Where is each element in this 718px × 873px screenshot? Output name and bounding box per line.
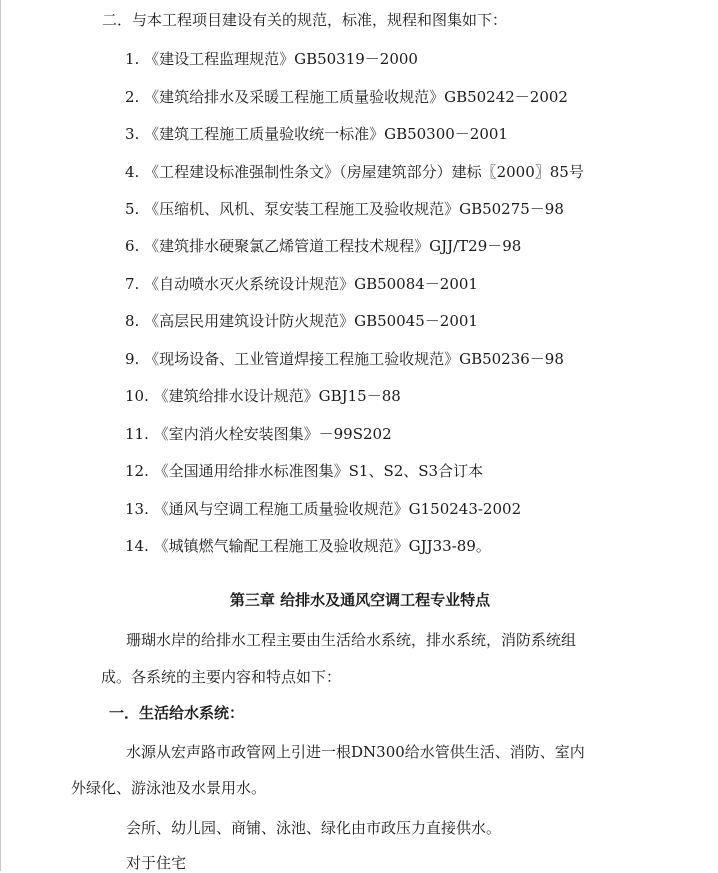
paragraph-line: 外绿化、游泳池及水景用水。 — [71, 779, 267, 797]
section-title: 一．生活给水系统： — [109, 704, 245, 722]
reference-item: 2. 《建筑给排水及采暖工程施工质量验收规范》GB50242－2002 — [125, 88, 568, 106]
reference-item: 11. 《室内消火栓安装图集》－99S202 — [125, 425, 392, 443]
reference-item: 12. 《全国通用给排水标准图集》S1、S2、S3合订本 — [125, 462, 484, 480]
intro-text: 二．与本工程项目建设有关的规范，标准，规程和图集如下： — [102, 11, 508, 29]
reference-item: 9. 《现场设备、工业管道焊接工程施工验收规范》GB50236－98 — [125, 350, 564, 368]
reference-item: 10. 《建筑给排水设计规范》GBJ15－88 — [125, 387, 401, 405]
reference-item: 7. 《自动喷水灭火系统设计规范》GB50084－2001 — [125, 275, 478, 293]
paragraph-line: 会所、幼儿园、商铺、泳池、绿化由市政压力直接供水。 — [126, 819, 502, 837]
reference-item: 6. 《建筑排水硬聚氯乙烯管道工程技术规程》GJJ/T29－98 — [125, 237, 522, 255]
reference-item: 5. 《压缩机、风机、泵安装工程施工及验收规范》GB50275－98 — [125, 200, 564, 218]
reference-item: 8. 《高层民用建筑设计防火规范》GB50045－2001 — [125, 312, 478, 330]
paragraph-line: 成。各系统的主要内容和特点如下： — [101, 668, 342, 686]
paragraph-line: 珊瑚水岸的给排水工程主要由生活给水系统，排水系统，消防系统组 — [126, 631, 577, 649]
chapter-title: 第三章 给排水及通风空调工程专业特点 — [229, 591, 491, 609]
paragraph-line: 对于住宅 — [126, 854, 187, 872]
reference-item: 3. 《建筑工程施工质量验收统一标准》GB50300－2001 — [125, 125, 508, 143]
reference-item: 4. 《工程建设标准强制性条文》（房屋建筑部分）建标〖2000〗85号 — [125, 163, 584, 181]
reference-item: 14. 《城镇燃气输配工程施工及验收规范》GJJ33-89。 — [125, 537, 491, 555]
paragraph-line: 水源从宏声路市政管网上引进一根DN300给水管供生活、消防、室内 — [126, 743, 585, 761]
reference-item: 1. 《建设工程监理规范》GB50319－2000 — [125, 50, 418, 68]
reference-item: 13. 《通风与空调工程施工质量验收规范》G150243-2002 — [125, 500, 522, 518]
